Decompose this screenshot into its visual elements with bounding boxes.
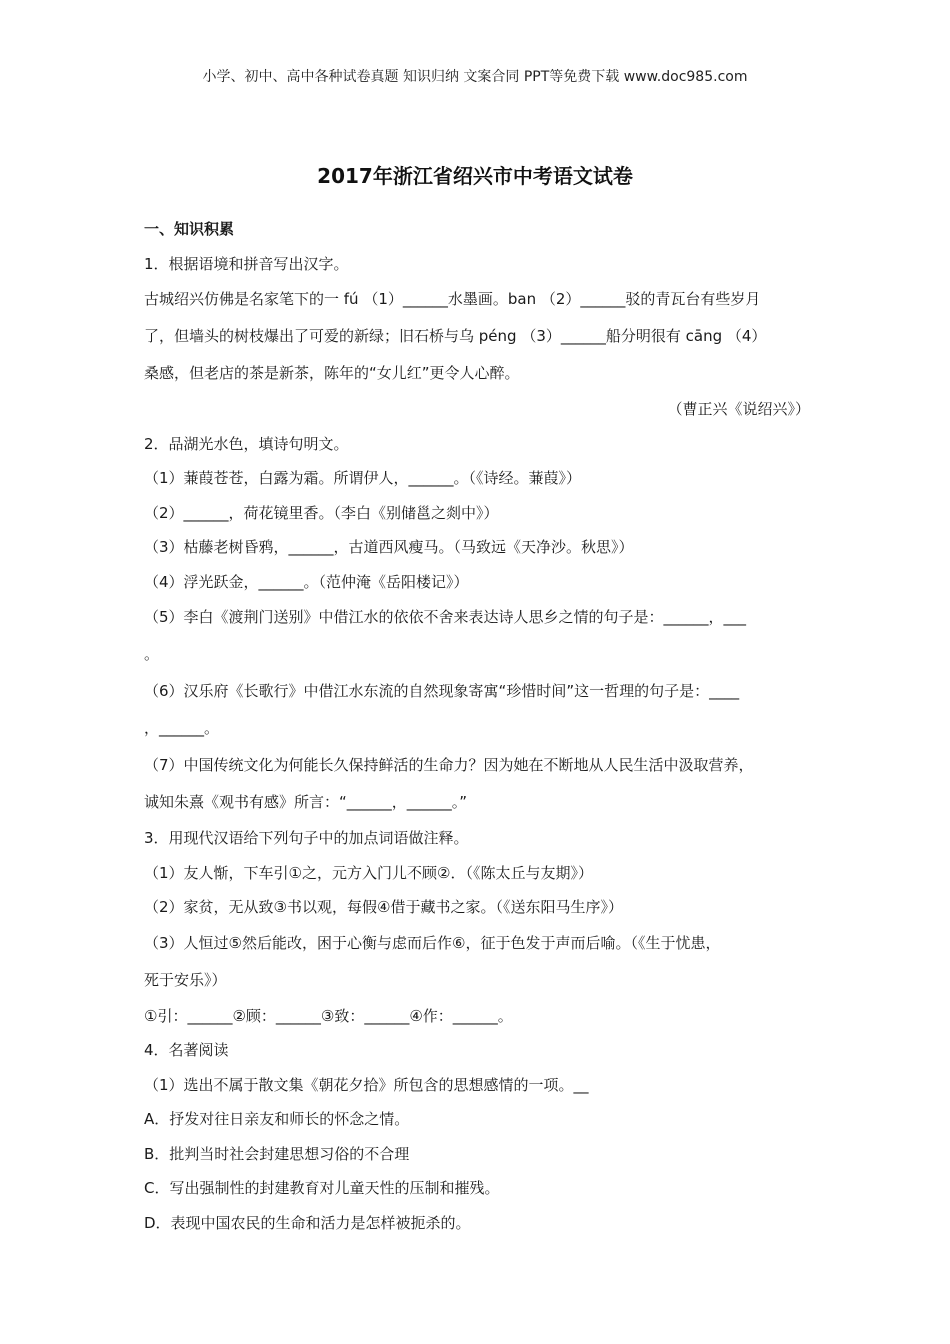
question-2-item-cont: 诚知朱熹《观书有感》所言：“______，______。” [144, 793, 468, 811]
question-4-item: （1）选出不属于散文集《朝花夕拾》所包含的思想感情的一项。__ [144, 1075, 589, 1094]
question-2-item: （7）中国传统文化为何能长久保持鲜活的生命力？因为她在不断地从人民生活中汲取营养， [144, 756, 754, 774]
exam-content [144, 212, 824, 1240]
option-c: C．写出强制性的封建教育对儿童天性的压制和摧残。 [144, 1179, 500, 1197]
section-heading: 一、知识积累 [144, 220, 235, 238]
question-2-item: （6）汉乐府《长歌行》中借江水东流的自然现象寄寓“珍惜时间”这一哲理的句子是：____ [144, 682, 740, 700]
question-3-item: （3）人恒过⑤然后能改，困于心衡与虑而后作⑥，征于色发于声而后喻。（《生于忧患， [144, 933, 721, 952]
question-2-item: （4）浮光跃金，______。（范仲淹《岳阳楼记》） [144, 572, 469, 591]
question-3-item: （2）家贫，无从致③书以观，每假④借于藏书之家。（《送东阳马生序》） [144, 898, 623, 916]
question-2-item: （3）枯藤老树昏鸦，______，古道西风瘦马。（马致远《天净沙。秋思》） [144, 538, 634, 556]
question-2-item-cont: ，______。 [144, 719, 220, 737]
question-2: 2．品湖光水色，填诗句明文。 [144, 434, 349, 453]
question-2-item: （2）______，荷花镜里香。（李白《别储邕之剡中》） [144, 503, 499, 522]
question-3-answers: ①引：______②顾：______③致：______④作：______。 [144, 1006, 513, 1025]
question-1-text: 古城绍兴仿佛是名家笔下的一 fú （1）______水墨画。ban （2）______驳的青瓦台有些岁月 [144, 290, 761, 308]
option-b: B．批判当时社会封建思想习俗的不合理 [144, 1144, 410, 1163]
question-3: 3．用现代汉语给下列句子中的加点词语做注释。 [144, 829, 469, 847]
question-3-item: （1）友人惭，下车引①之，元方入门儿不顾②．（《陈太丘与友期》） [144, 863, 593, 882]
exam-title: 2017年浙江省绍兴市中考语文试卷 [317, 164, 633, 188]
question-2-item: （5）李白《渡荆门送别》中借江水的依依不舍来表达诗人思乡之情的句子是：______，___ [144, 608, 747, 626]
question-4: 4．名著阅读 [144, 1041, 229, 1059]
site-header: 小学、初中、高中各种试卷真题 知识归纳 文案合同 PPT等免费下载 www.doc985.com [202, 69, 748, 85]
question-2-item: （1）蒹葭苍苍，白露为霜。所谓伊人，______。（《诗经。蒹葭》） [144, 469, 582, 487]
question-2-item-cont: 。 [144, 645, 160, 663]
question-3-item-cont: 死于安乐》） [144, 970, 227, 989]
option-d: D．表现中国农民的生命和活力是怎样被扼杀的。 [144, 1213, 471, 1232]
option-a: A．抒发对往日亲友和师长的怀念之情。 [144, 1110, 410, 1128]
question-1-text: 了，但墙头的树枝爆出了可爱的新绿；旧石桥与乌 péng （3）______船分明很有 cāng （4） [144, 327, 767, 345]
source-citation: （曹正兴《说绍兴》） [667, 400, 810, 418]
question-1: 1．根据语境和拼音写出汉字。 [144, 254, 349, 273]
question-1-text: 桑感，但老店的茶是新茶，陈年的“女儿红”更令人心醉。 [144, 364, 520, 382]
